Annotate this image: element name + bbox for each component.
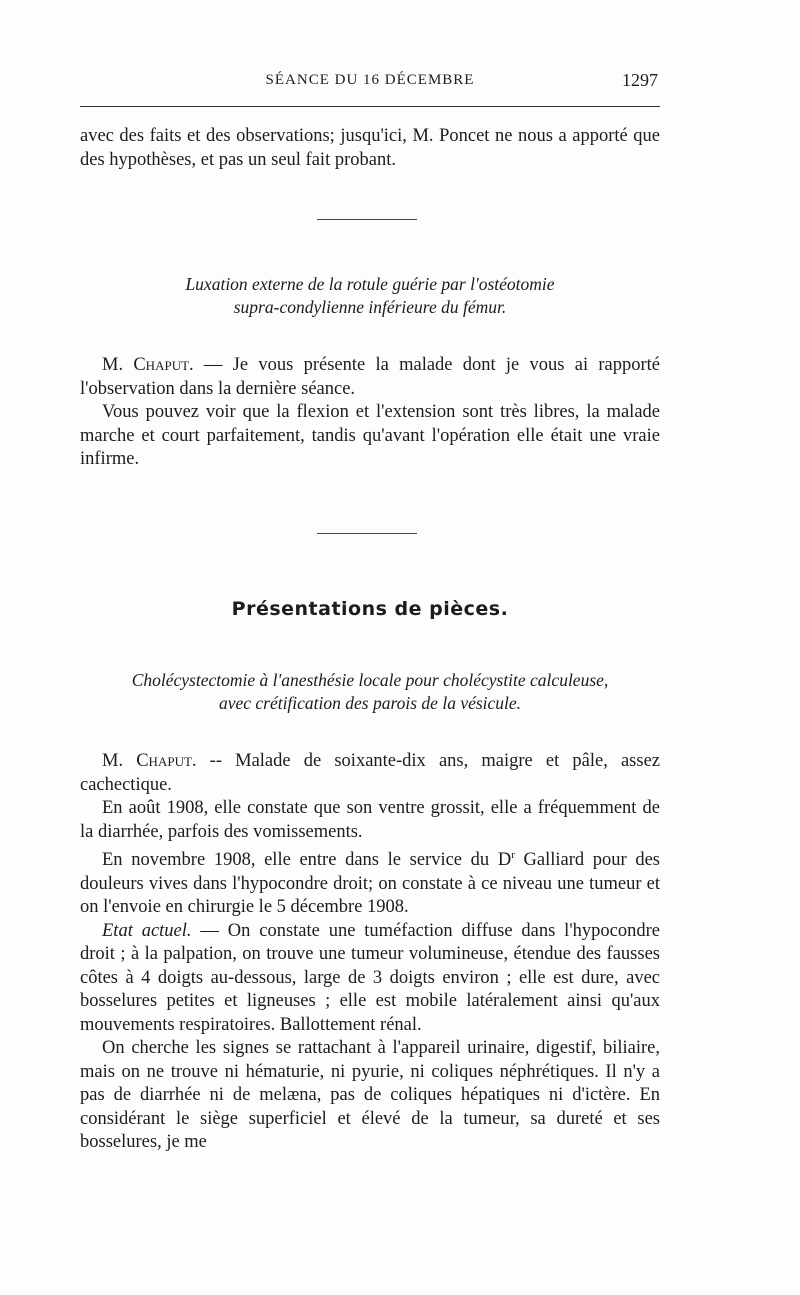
article2-p3-part2: Galliard pour des douleurs vives dans l'hypocondre droit; on constate à ce niveau une tumeur et on l'envoie en chirurgie le 5 décembre 1908. [80,850,660,918]
page-number: 1297 [622,70,658,90]
article1-paragraph-2: Vous pouvez voir que la flexion et l'extension sont très libres, la malade marche et court parfaitement, tandis qu'avant l'opération elle était une vraie infirme. [80,402,660,469]
article1-paragraph-1 [80,354,660,401]
article1-p1-prefix: M. [102,355,134,375]
article2-paragraph-1 [80,750,660,797]
intro-paragraph-block [80,125,660,172]
book-page [80,0,660,1295]
article1-title-line2: supra-condylienne inférieure du fémur. [233,297,507,317]
intro-paragraph: avec des faits et des observations; jusqu'ici, M. Poncet ne nous a apporté que des hypothèses, et pas un seul fait probant. [80,126,660,170]
article2-paragraph-3 [80,844,660,920]
article2-p1-text: . -- Malade de soixante-dix ans, maigre et pâle, assez cachectique. [80,751,660,795]
running-title: SÉANCE DU 16 DÉCEMBRE [265,72,475,88]
article2-paragraph-2: En août 1908, elle constate que son ventre grossit, elle a fréquemment de la diarrhée, parfois des vomissements. [80,798,660,842]
article2-p4-text: — On constate une tuméfaction diffuse dans l'hypocondre droit ; à la palpation, on trouve une tumeur volumineuse, étendue des fausses côtes à 4 doigts au-dessous, large de 3 doigts environ ; elle est dure, avec bosselures petites et ligneuses ; elle est mobile latéralement ainsi qu'aux mouvements respiratoires. Ballottement rénal. [80,920,660,1035]
separator-1 [317,219,417,220]
article2-title-line2: avec crétification des parois de la vésicule. [218,693,522,713]
article2-title-line1: Cholécystectomie à l'anesthésie locale pour cholécystite calculeuse, [131,670,609,690]
running-head [80,70,660,94]
article2-p1-prefix: M. [102,751,137,771]
article2-body [80,750,660,1155]
article2-p3-part1: En novembre 1908, elle entre dans le service du D [102,850,512,871]
article1-body [80,354,660,472]
header-rule [80,106,660,107]
section-title: Présentations de pièces. [231,598,509,620]
article1-title-line1: Luxation externe de la rotule guérie par l'ostéotomie [185,274,555,294]
article2-paragraph-4 [80,920,660,1038]
separator-2 [317,533,417,534]
article2-title [80,669,660,715]
article2-p3-superscript: r [511,849,515,861]
article1-title [80,273,660,319]
article2-paragraph-5: On cherche les signes se rattachant à l'appareil urinaire, digestif, biliaire, mais on ne trouve ni hématurie, ni pyurie, ni coliques néphrétiques. Il n'y a pas de diarrhée ni de melæna, pas de coliques hépatiques ni d'ictère. En considérant le siège superficiel et élevé de la tumeur, sa dureté et ses bosselures, je me [80,1038,660,1153]
article2-p4-label: Etat actuel. [102,920,192,941]
article2-speaker: Chaput [136,751,192,771]
article1-p1-text: . — Je vous présente la malade dont je vous ai rapporté l'observation dans la dernière séance. [80,355,660,399]
article1-speaker: Chaput [133,355,190,375]
